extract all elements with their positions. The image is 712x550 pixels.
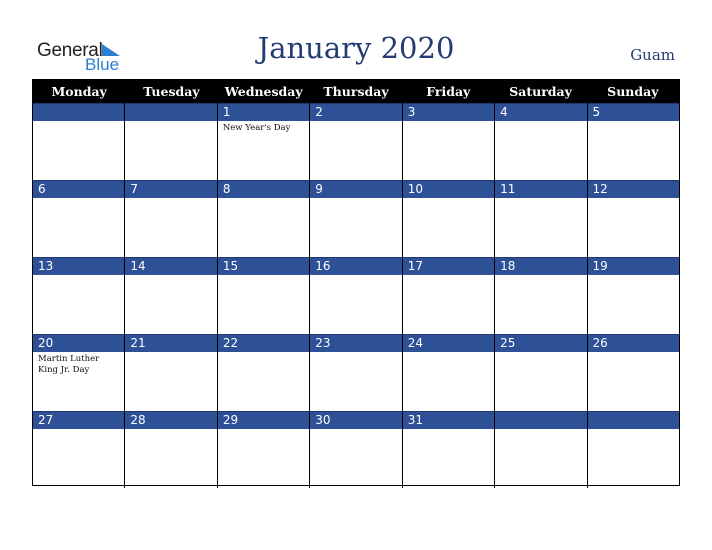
- day-cell: [310, 180, 402, 257]
- logo-text-general: General: [37, 40, 103, 61]
- day-cell: [588, 334, 679, 411]
- day-cell: [218, 334, 310, 411]
- day-number: [125, 103, 216, 121]
- day-cell: [495, 334, 587, 411]
- day-cell: [495, 411, 587, 488]
- day-number: 25: [495, 334, 586, 352]
- holiday-label: Martin Luther King Jr. Day: [38, 354, 100, 375]
- day-number: 27: [33, 411, 124, 429]
- weekday-sunday: Sunday: [607, 84, 659, 99]
- day-cell: [588, 180, 679, 257]
- day-cell: [125, 334, 217, 411]
- week-row: [33, 411, 679, 488]
- day-number: 6: [33, 180, 124, 198]
- day-cell: [403, 103, 495, 180]
- holiday-label: New Year's Day: [222, 123, 291, 133]
- day-number: 17: [403, 257, 494, 275]
- weekday-thursday: Thursday: [323, 84, 389, 99]
- day-cell: [403, 257, 495, 334]
- day-number: 24: [403, 334, 494, 352]
- day-number: 15: [218, 257, 309, 275]
- weeks-container: [33, 103, 679, 488]
- day-number: 14: [125, 257, 216, 275]
- day-number: 2: [310, 103, 401, 121]
- day-cell: [33, 103, 125, 180]
- page-title: January 2020: [257, 31, 455, 65]
- day-number: 21: [125, 334, 216, 352]
- day-cell: [125, 180, 217, 257]
- day-cell: [218, 257, 310, 334]
- day-cell: [588, 411, 679, 488]
- day-cell: [588, 257, 679, 334]
- day-number: 5: [588, 103, 679, 121]
- weekday-friday: Friday: [426, 84, 471, 99]
- day-cell: [125, 257, 217, 334]
- day-cell: [310, 257, 402, 334]
- day-cell: [33, 180, 125, 257]
- day-number: 13: [33, 257, 124, 275]
- day-cell: [310, 411, 402, 488]
- region-label: Guam: [630, 46, 675, 64]
- day-number: 31: [403, 411, 494, 429]
- day-cell: [495, 180, 587, 257]
- day-cell: [218, 180, 310, 257]
- day-number: 8: [218, 180, 309, 198]
- day-number: 20: [33, 334, 124, 352]
- week-row: [33, 180, 679, 257]
- day-cell: [495, 103, 587, 180]
- week-row: [33, 103, 679, 180]
- day-number: [588, 411, 679, 429]
- week-row: [33, 257, 679, 334]
- day-number: 4: [495, 103, 586, 121]
- weekday-saturday: Saturday: [509, 84, 572, 99]
- day-number: 29: [218, 411, 309, 429]
- weekday-monday: Monday: [51, 84, 107, 99]
- week-row: [33, 334, 679, 411]
- day-number: 9: [310, 180, 401, 198]
- day-number: [495, 411, 586, 429]
- day-number: 18: [495, 257, 586, 275]
- day-cell: [403, 180, 495, 257]
- day-cell: [310, 334, 402, 411]
- day-number: 26: [588, 334, 679, 352]
- day-cell: [218, 411, 310, 488]
- day-number: 30: [310, 411, 401, 429]
- day-cell: [218, 103, 310, 180]
- day-number: 10: [403, 180, 494, 198]
- day-number: 22: [218, 334, 309, 352]
- day-cell: [495, 257, 587, 334]
- day-number: 19: [588, 257, 679, 275]
- day-cell: [125, 411, 217, 488]
- day-cell: [33, 334, 125, 411]
- day-cell: [33, 257, 125, 334]
- day-number: 12: [588, 180, 679, 198]
- weekday-tuesday: Tuesday: [143, 84, 200, 99]
- day-number: 28: [125, 411, 216, 429]
- day-cell: [403, 334, 495, 411]
- day-number: 16: [310, 257, 401, 275]
- day-cell: [403, 411, 495, 488]
- weekday-header-row: [33, 80, 679, 103]
- day-number: 3: [403, 103, 494, 121]
- day-number: 23: [310, 334, 401, 352]
- logo-text-blue: Blue: [85, 55, 120, 74]
- day-cell: [588, 103, 679, 180]
- day-cell: [125, 103, 217, 180]
- day-cell: [310, 103, 402, 180]
- calendar-grid: [32, 79, 680, 486]
- day-number: [33, 103, 124, 121]
- day-cell: [33, 411, 125, 488]
- weekday-wednesday: Wednesday: [224, 84, 303, 99]
- day-number: 11: [495, 180, 586, 198]
- day-number: 7: [125, 180, 216, 198]
- day-number: 1: [218, 103, 309, 121]
